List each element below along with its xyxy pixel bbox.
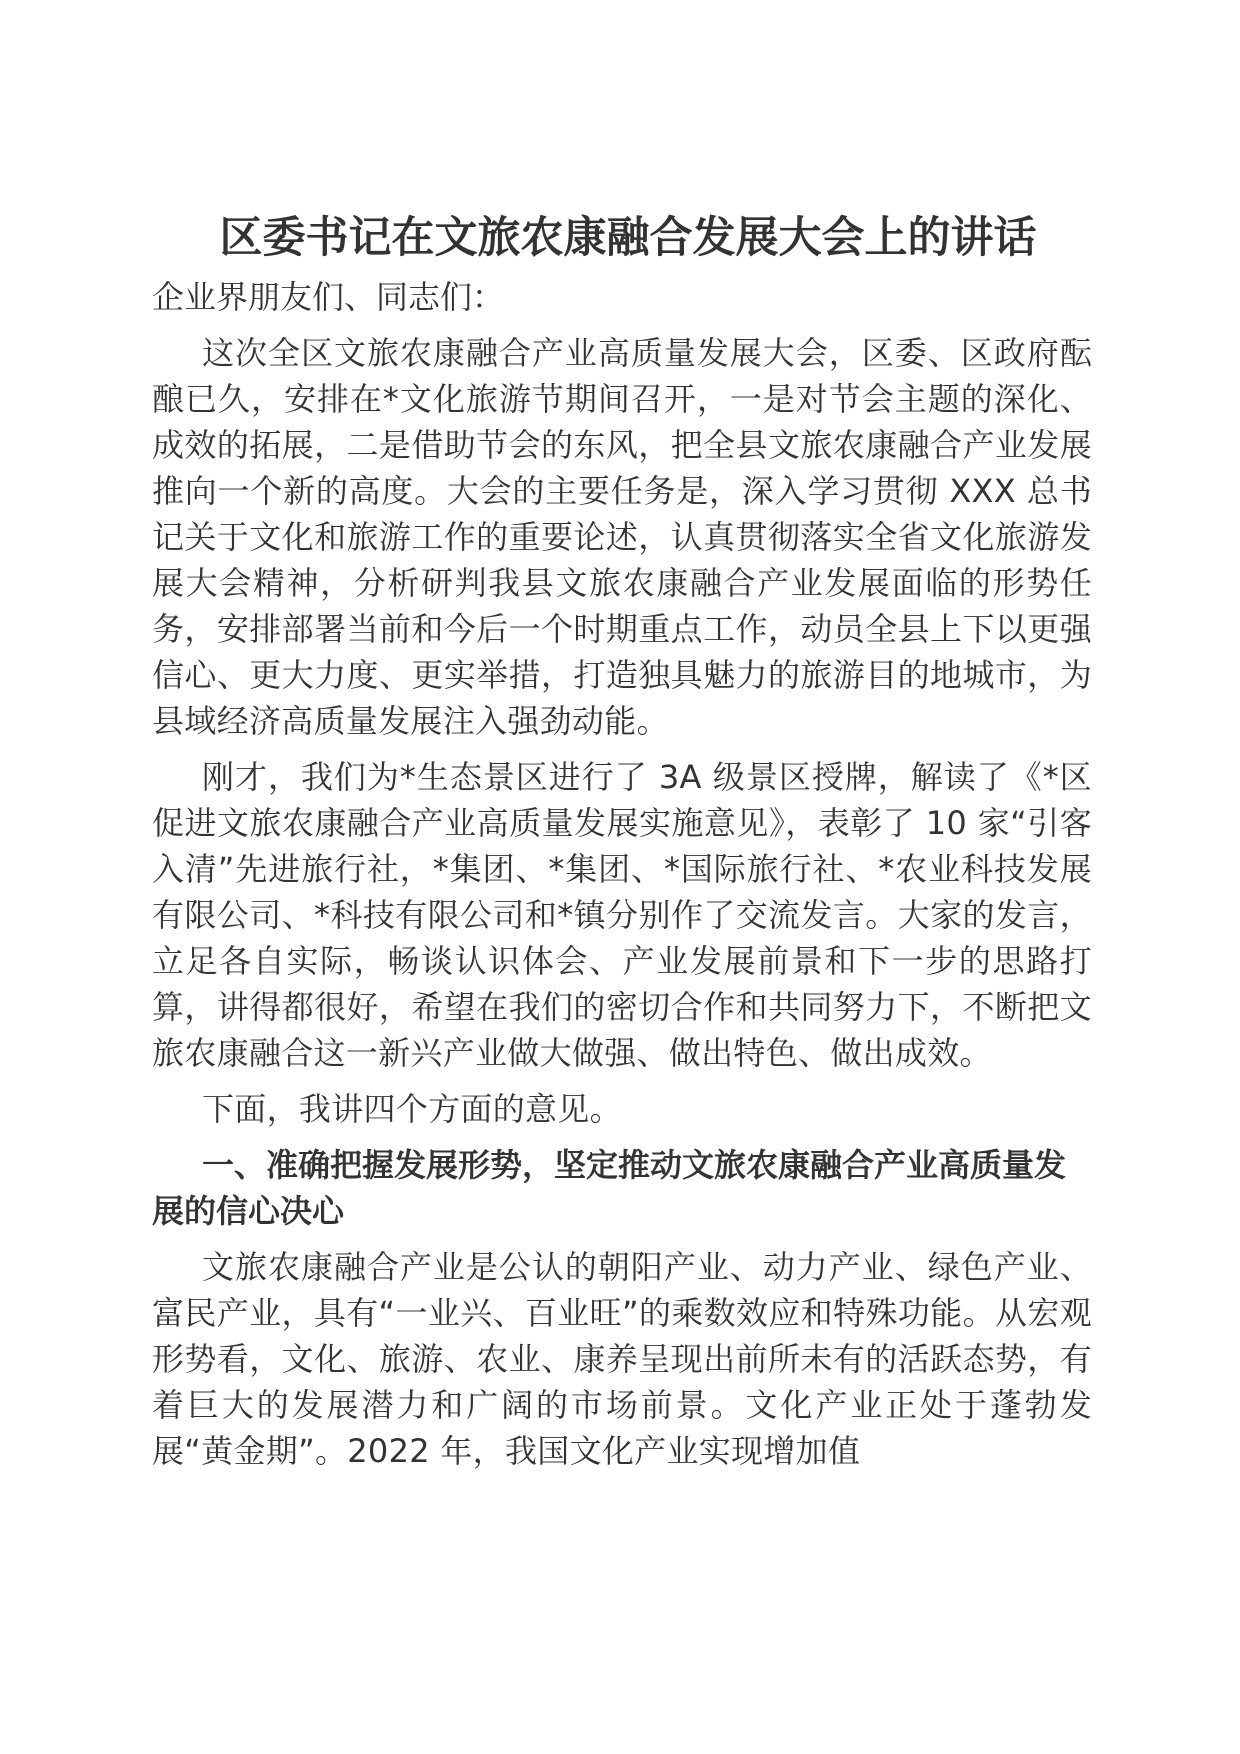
salutation: 企业界朋友们、同志们： xyxy=(152,278,505,316)
section-1-paragraph: 文旅农康融合产业是公认的朝阳产业、动力产业、绿色产业、富民产业，具有“一业兴、百业旺”的乘数效应和特殊功能。从宏观形势看，文化、旅游、农业、康养呈现出前所未有的活跃态势，有着巨大的发展潜力和广阔的市场前景。文化产业正处于蓬勃发展“黄金期”。2022 年，我国文化产业实现增加值 xyxy=(152,1248,1092,1470)
section-heading-1: 一、准确把握发展形势，坚定推动文旅农康融合产业高质量发展的信心决心 xyxy=(152,1146,1067,1230)
paragraph-transition: 下面，我讲四个方面的意见。 xyxy=(202,1090,622,1128)
document-page xyxy=(152,210,1092,1484)
document-title: 区委书记在文旅农康融合发展大会上的讲话 xyxy=(219,213,1037,263)
paragraph-review: 刚才，我们为*生态景区进行了 3A 级景区授牌，解读了《*区促进文旅农康融合产业高质量发展实施意见》，表彰了 10 家“引客入清”先进旅行社，*集团、*集团、*国际旅行社、*农业科技发展有限公司、*科技有限公司和*镇分别作了交流发言。大家的发言，立足各自实际，畅谈认识体会、产业发展前景和下一步的思路打算，讲得都很好，希望在我们的密切合作和共同努力下，不断把文旅农康融合这一新兴产业做大做强、做出特色、做出成效。 xyxy=(152,758,1092,1072)
paragraph-opening: 这次全区文旅农康融合产业高质量发展大会，区委、区政府酝酿已久，安排在*文化旅游节期间召开，一是对节会主题的深化、成效的拓展，二是借助节会的东风，把全县文旅农康融合产业发展推向一个新的高度。大会的主要任务是，深入学习贯彻 XXX 总书记关于文化和旅游工作的重要论述，认真贯彻落实全省文化旅游发展大会精神，分析研判我县文旅农康融合产业发展面临的形势任务，安排部署当前和今后一个时期重点工作，动员全县上下以更强信心、更大力度、更实举措，打造独具魅力的旅游目的地城市，为县域经济高质量发展注入强劲动能。 xyxy=(152,334,1092,740)
